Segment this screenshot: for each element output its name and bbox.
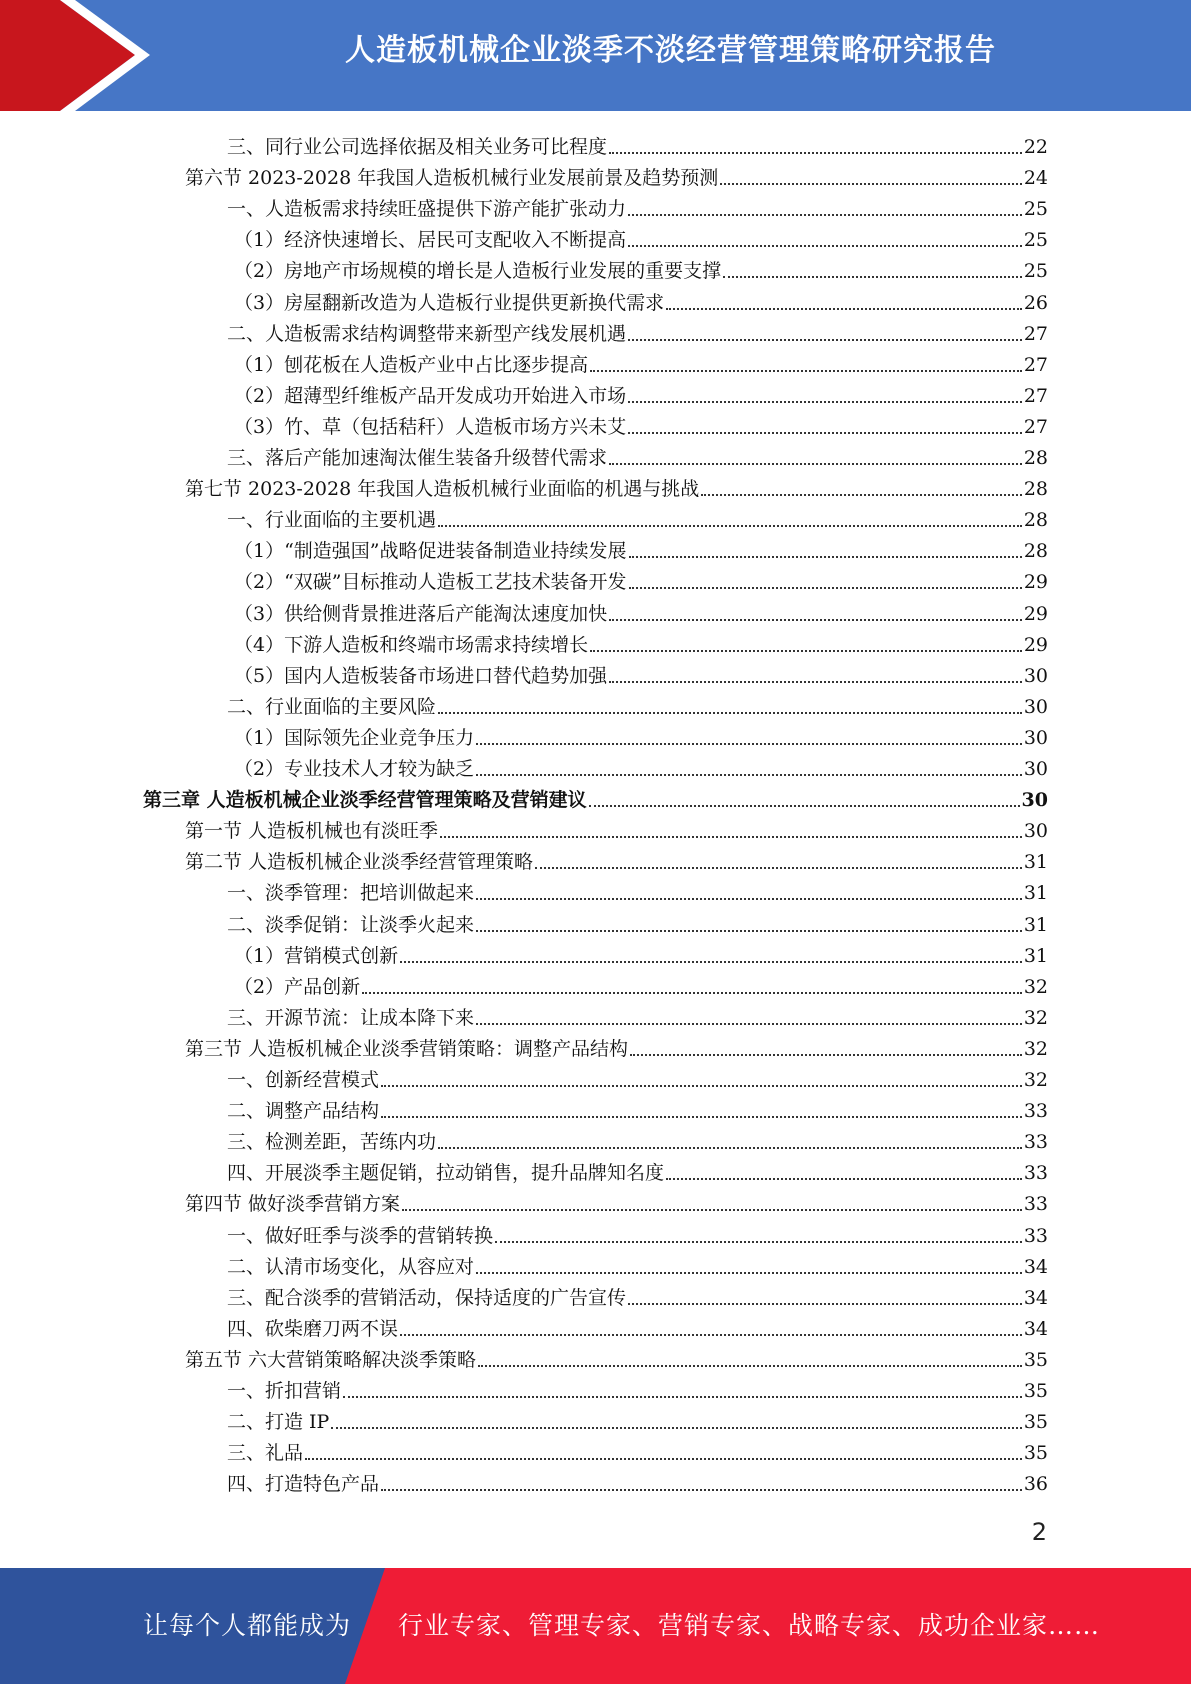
- toc-entry[interactable]: [185, 1184, 1048, 1215]
- toc-dot-leader: [362, 991, 1022, 994]
- toc-dot-leader: [440, 835, 1022, 838]
- toc-entry-page: 27: [1023, 353, 1048, 376]
- toc-entry[interactable]: [234, 345, 1048, 376]
- toc-entry-title: 第六节 2023-2028 年我国人造板机械行业发展前景及趋势预测: [185, 167, 719, 190]
- toc-entry[interactable]: [227, 1122, 1048, 1153]
- toc-dot-leader: [609, 618, 1022, 621]
- toc-entry-title: （3）房屋翻新改造为人造板行业提供更新换代需求: [234, 291, 665, 314]
- header-arrow-decoration: [0, 0, 160, 111]
- toc-entry-page: 30: [1023, 758, 1048, 780]
- toc-entry-title: （1）经济快速增长、居民可支配收入不断提高: [234, 229, 627, 252]
- toc-entry-title: 第四节 做好淡季营销方案: [185, 1193, 401, 1216]
- toc-entry[interactable]: [227, 905, 1048, 936]
- toc-entry[interactable]: [227, 1091, 1048, 1122]
- toc-entry-title: （4）下游人造板和终端市场需求持续增长: [234, 633, 589, 656]
- toc-entry-page: 25: [1023, 229, 1048, 252]
- toc-entry[interactable]: [227, 1247, 1048, 1278]
- toc-entry[interactable]: [227, 1278, 1048, 1309]
- toc-entry-page: 28: [1023, 478, 1048, 501]
- toc-dot-leader: [630, 1053, 1022, 1056]
- toc-entry-title: 第七节 2023-2028 年我国人造板机械行业面临的机遇与挑战: [185, 478, 700, 501]
- toc-entry-title: 三、同行业公司选择依据及相关业务可比程度: [227, 136, 608, 158]
- toc-entry-title: （1）营销模式创新: [234, 944, 399, 967]
- toc-entry[interactable]: [227, 1464, 1048, 1495]
- toc-dot-leader: [628, 1302, 1022, 1305]
- toc-entry-title: （2）“双碳”目标推动人造板工艺技术装备开发: [234, 571, 627, 594]
- toc-entry-title: 二、调整产品结构: [227, 1100, 380, 1123]
- toc-entry[interactable]: [227, 438, 1048, 469]
- toc-entry-title: 二、行业面临的主要风险: [227, 695, 437, 718]
- toc-dot-leader: [609, 680, 1022, 683]
- toc-entry[interactable]: [234, 283, 1048, 314]
- toc-dot-leader: [400, 1333, 1022, 1336]
- toc-dot-leader: [720, 182, 1022, 185]
- toc-entry-page: 30: [1023, 695, 1048, 718]
- toc-entry-page: 29: [1023, 571, 1048, 594]
- toc-dot-leader: [609, 462, 1022, 465]
- toc-entry-title: （5）国内人造板装备市场进口替代趋势加强: [234, 664, 608, 687]
- toc-dot-leader: [628, 213, 1022, 216]
- toc-entry-page: 34: [1023, 1286, 1048, 1309]
- toc-entry[interactable]: [234, 220, 1048, 251]
- toc-dot-leader: [629, 555, 1022, 558]
- footer-slogan-left: 让每个人都能成为: [143, 1611, 352, 1640]
- toc-dot-leader: [343, 1395, 1022, 1398]
- toc-entry-title: （3）竹、草（包括秸秆）人造板市场方兴未艾: [234, 415, 627, 438]
- toc-entry-title: 三、开源节流：让成本降下来: [227, 1006, 475, 1029]
- toc-entry-title: 三、配合淡季的营销活动，保持适度的广告宣传: [227, 1286, 627, 1309]
- toc-entry[interactable]: [185, 158, 1048, 189]
- toc-entry[interactable]: [185, 842, 1048, 873]
- toc-entry-title: 四、砍柴磨刀两不误: [227, 1317, 399, 1340]
- toc-entry-title: 一、创新经营模式: [227, 1069, 380, 1091]
- toc-dot-leader: [666, 307, 1022, 310]
- toc-dot-leader: [400, 960, 1022, 963]
- toc-entry[interactable]: [234, 625, 1048, 656]
- toc-entry-title: 三、检测差距，苦练内功: [227, 1131, 437, 1154]
- toc-entry-title: （2）房地产市场规模的增长是人造板行业发展的重要支撑: [234, 260, 722, 283]
- toc-entry-title: 二、打造 IP: [227, 1411, 330, 1434]
- toc-entry-page: 30: [1023, 820, 1048, 843]
- toc-entry[interactable]: [234, 967, 1048, 998]
- toc-entry[interactable]: [185, 469, 1048, 500]
- toc-dot-leader: [476, 773, 1022, 776]
- toc-entry-page: 27: [1023, 322, 1048, 345]
- toc-dot-leader: [476, 1271, 1022, 1274]
- toc-entry-title: （1）“制造强国”战略促进装备制造业持续发展: [234, 540, 627, 563]
- toc-dot-leader: [629, 586, 1022, 589]
- toc-entry[interactable]: [227, 998, 1048, 1029]
- toc-entry-page: 31: [1023, 944, 1048, 967]
- toc-dot-leader: [628, 244, 1022, 247]
- page-header: [0, 0, 1191, 111]
- toc-entry-page: 25: [1023, 198, 1048, 221]
- toc-entry-title: 二、认清市场变化，从容应对: [227, 1255, 475, 1278]
- toc-entry-title: 第二节 人造板机械企业淡季经营管理策略: [185, 851, 534, 874]
- toc-dot-leader: [402, 1208, 1022, 1211]
- toc-dot-leader: [590, 369, 1022, 372]
- toc-dot-leader: [628, 400, 1022, 403]
- toc-entry-title: 第三节 人造板机械企业淡季营销策略：调整产品结构: [185, 1037, 629, 1060]
- toc-entry[interactable]: [227, 1216, 1048, 1247]
- toc-entry-page: 33: [1023, 1224, 1048, 1247]
- toc-entry-page: 34: [1023, 1255, 1048, 1278]
- toc-entry-page: 30: [1023, 664, 1048, 687]
- toc-dot-leader: [476, 742, 1022, 745]
- toc-entry-page: 31: [1023, 851, 1048, 874]
- toc-dot-leader: [666, 1177, 1022, 1180]
- toc-entry[interactable]: [185, 1340, 1048, 1371]
- footer-slogan-right: 行业专家、管理专家、营销专家、战略专家、成功企业家……: [398, 1611, 1101, 1640]
- toc-entry[interactable]: [227, 500, 1048, 531]
- toc-entry[interactable]: [234, 531, 1048, 562]
- toc-entry-title: 二、人造板需求结构调整带来新型产线发展机遇: [227, 322, 627, 345]
- toc-entry-title: 一、做好旺季与淡季的营销转换: [227, 1224, 494, 1247]
- toc-entry[interactable]: [227, 1060, 1048, 1091]
- toc-entry-title: 一、淡季管理：把培训做起来: [227, 882, 475, 905]
- toc-dot-leader: [438, 1146, 1022, 1149]
- toc-entry[interactable]: [227, 314, 1048, 345]
- toc-entry-page: 30: [1023, 726, 1048, 749]
- toc-entry-page: 29: [1023, 602, 1048, 625]
- toc-entry[interactable]: [234, 376, 1048, 407]
- toc-dot-leader: [723, 275, 1022, 278]
- toc-dot-leader: [476, 929, 1022, 932]
- toc-entry-page: 28: [1023, 540, 1048, 563]
- toc-dot-leader: [381, 1115, 1022, 1118]
- toc-entry-page: 32: [1023, 1069, 1048, 1091]
- toc-entry-title: （3）供给侧背景推进落后产能淘汰速度加快: [234, 602, 608, 625]
- toc-entry-page: 33: [1023, 1100, 1048, 1123]
- toc-entry-page: 33: [1023, 1162, 1048, 1185]
- toc-entry-title: 一、折扣营销: [227, 1380, 342, 1402]
- toc-entry-title: 第五节 六大营销策略解决淡季策略: [185, 1348, 477, 1371]
- toc-entry-page: 35: [1023, 1411, 1048, 1434]
- toc-dot-leader: [701, 493, 1022, 496]
- toc-entry-title: （1）国际领先企业竞争压力: [234, 726, 475, 749]
- toc-entry-page: 36: [1023, 1473, 1048, 1496]
- toc-dot-leader: [381, 1488, 1022, 1491]
- toc-entry-page: 25: [1023, 260, 1048, 283]
- toc-dot-leader: [590, 649, 1022, 652]
- toc-entry[interactable]: [234, 936, 1048, 967]
- toc-entry[interactable]: [185, 1029, 1048, 1060]
- toc-entry[interactable]: [234, 718, 1048, 749]
- toc-entry-page: 33: [1023, 1131, 1048, 1154]
- toc-entry-page: 28: [1023, 509, 1048, 532]
- toc-entry[interactable]: [143, 780, 1048, 811]
- toc-entry-title: 四、开展淡季主题促销，拉动销售，提升品牌知名度: [227, 1162, 665, 1185]
- toc-entry[interactable]: [234, 749, 1048, 780]
- toc-entry[interactable]: [234, 251, 1048, 282]
- toc-entry[interactable]: [227, 1371, 1048, 1402]
- toc-entry-page: 32: [1023, 1006, 1048, 1029]
- toc-entry-title: 一、行业面临的主要机遇: [227, 509, 437, 532]
- toc-entry-page: 27: [1023, 384, 1048, 407]
- toc-dot-leader: [495, 1240, 1022, 1243]
- toc-dot-leader: [609, 151, 1022, 154]
- toc-entry-page: 24: [1023, 167, 1048, 190]
- toc-dot-leader: [331, 1426, 1021, 1429]
- page-footer: [0, 1568, 1191, 1684]
- toc-entry-title: （1）刨花板在人造板产业中占比逐步提高: [234, 353, 589, 376]
- toc-dot-leader: [438, 524, 1022, 527]
- toc-entry[interactable]: [227, 189, 1048, 220]
- toc-dot-leader: [535, 866, 1022, 869]
- toc-dot-leader: [478, 1364, 1022, 1367]
- toc-entry[interactable]: [227, 1433, 1048, 1464]
- toc-entry[interactable]: [234, 656, 1048, 687]
- toc-entry-title: 四、打造特色产品: [227, 1473, 380, 1496]
- toc-dot-leader: [305, 1457, 1022, 1460]
- toc-entry-page: 35: [1023, 1442, 1048, 1465]
- toc-entry[interactable]: [234, 594, 1048, 625]
- toc-dot-leader: [438, 711, 1022, 714]
- toc-entry[interactable]: [227, 1153, 1048, 1184]
- toc-entry-page: 32: [1023, 1037, 1048, 1060]
- toc-entry-title: （2）产品创新: [234, 975, 361, 998]
- toc-entry[interactable]: [227, 1402, 1048, 1433]
- toc-dot-leader: [628, 431, 1022, 434]
- toc-entry-page: 35: [1023, 1380, 1048, 1402]
- toc-entry[interactable]: [185, 811, 1048, 842]
- page-number: 2: [1031, 1518, 1047, 1546]
- toc-entry-page: 26: [1023, 291, 1048, 314]
- toc-entry[interactable]: [227, 127, 1048, 158]
- toc-entry-page: 34: [1023, 1317, 1048, 1340]
- toc-entry-page: 35: [1023, 1348, 1048, 1371]
- toc-dot-leader: [589, 804, 1020, 807]
- toc-entry-page: 33: [1023, 1193, 1048, 1216]
- toc-dot-leader: [476, 897, 1022, 900]
- toc-entry-page: 28: [1023, 447, 1048, 469]
- toc-entry-title: 第三章 人造板机械企业淡季经营管理策略及营销建议: [143, 789, 587, 812]
- toc-entry[interactable]: [227, 873, 1048, 904]
- toc-dot-leader: [476, 1022, 1022, 1025]
- toc-entry-title: （2）超薄型纤维板产品开发成功开始进入市场: [234, 384, 627, 407]
- toc-entry[interactable]: [234, 562, 1048, 593]
- toc-entry-title: 第一节 人造板机械也有淡旺季: [185, 820, 439, 843]
- toc-entry-page: 22: [1023, 136, 1048, 158]
- toc-entry-page: 31: [1023, 882, 1048, 905]
- toc-dot-leader: [628, 338, 1022, 341]
- toc-entry[interactable]: [227, 1309, 1048, 1340]
- report-title: 人造板机械企业淡季不淡经营管理策略研究报告: [345, 33, 996, 68]
- toc-entry-title: 二、淡季促销：让淡季火起来: [227, 913, 475, 936]
- toc-entry-title: 一、人造板需求持续旺盛提供下游产能扩张动力: [227, 198, 627, 221]
- toc-entry-title: （2）专业技术人才较为缺乏: [234, 758, 475, 780]
- toc-entry-page: 32: [1023, 975, 1048, 998]
- toc-entry-page: 29: [1023, 633, 1048, 656]
- toc-entry[interactable]: [227, 687, 1048, 718]
- toc-entry-page: 31: [1023, 913, 1048, 936]
- toc-entry-page: 27: [1023, 415, 1048, 438]
- toc-entry[interactable]: [234, 407, 1048, 438]
- toc-dot-leader: [381, 1084, 1022, 1087]
- toc-entry-title: 三、礼品: [227, 1442, 304, 1465]
- toc-entry-title: 三、落后产能加速淘汰催生装备升级替代需求: [227, 447, 608, 469]
- toc-entry-page: 30: [1021, 789, 1048, 812]
